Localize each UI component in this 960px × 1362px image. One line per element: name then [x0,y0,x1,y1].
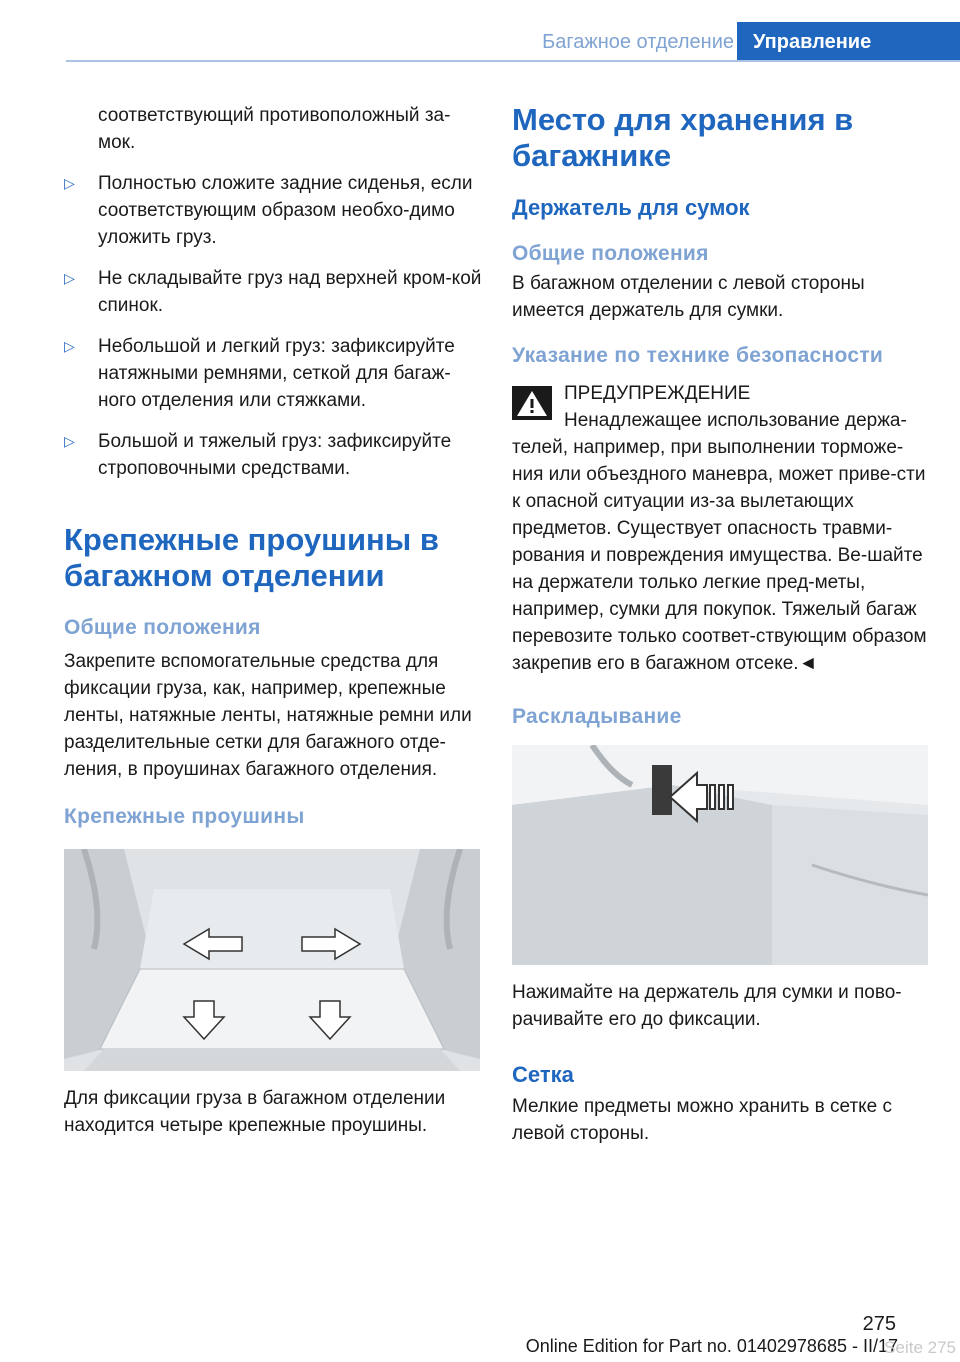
triangle-bullet-icon: ▷ [64,433,75,449]
list-item [64,265,482,319]
subheading-safety: Указание по технике безопасности [512,344,884,367]
warning-block [512,380,930,677]
bag-holder-general-text: В багажном отделении с левой стороны имеется держатель для сумки. [512,273,865,321]
subheading-general: Общие положения [64,616,261,639]
watermark: Seite 275 [884,1338,956,1357]
header-divider [66,60,960,62]
left-column [64,96,482,1139]
list-item [64,428,482,482]
warning-label: ПРЕДУПРЕЖДЕНИЕ [564,383,751,404]
edition-note: Online Edition for Part no. 01402978685 - II/17 [525,1336,898,1356]
general-text: Закрепите вспомогательные средства для фиксации груза, как, например, крепежные ленты, натяжные ленты, натяжные ремни или разделительные сетки для багажного отде-ления, в проушинах багажного отделения. [64,651,472,780]
triangle-bullet-icon: ▷ [64,270,75,286]
warning-triangle-icon [512,386,552,420]
header-chapter-tab: Управление [737,22,960,62]
subheading-unfold: Раскладывание [512,705,682,728]
list-item-text: Не складывайте груз над верхней кром-кой спинок. [98,268,482,316]
list-item [64,170,482,251]
subheading-bag-holder: Держатель для сумок [512,195,750,220]
subheading-general-right: Общие положения [512,242,709,265]
section-title-eyelets: Крепежные проушины в багажном отделении [64,522,439,593]
trunk-eyelets-illustration [64,849,480,1071]
list-item-text: Небольшой и легкий груз: зафиксируйте натяжными ремнями, сеткой для багаж-ного отделения или стяжками. [98,336,455,411]
list-item-text: Большой и тяжелый груз: зафиксируйте строповочными средствами. [98,431,452,479]
right-column [512,96,930,1147]
list-item [64,333,482,414]
subheading-eyelets: Крепежные проушины [64,805,305,828]
bag-holder-illustration [512,745,928,965]
net-text: Мелкие предметы можно хранить в сетке с левой стороны. [512,1096,893,1144]
subheading-net: Сетка [512,1062,574,1087]
section-title-storage: Место для хранения в багажнике [512,102,854,173]
eyelets-caption: Для фиксации груза в багажном отделении находится четыре крепежные проушины. [64,1088,446,1136]
triangle-bullet-icon: ▷ [64,175,75,191]
header-section-title: Багажное отделение [542,31,734,53]
list-item-text: Полностью сложите задние сиденья, если соответствующим образом необхо-димо уложить груз. [98,173,473,248]
warning-text: Ненадлежащее использование держа-телей, например, при выполнении торможе-ния или объездного маневра, может приве-сти к опасной ситуации из-за вылетающих предметов. Существует опасность травми-рования и повреждения имущества. Ве-шайте на держатели только легкие пред-меты, например, сумки для покупок. Тяжелый багаж перевозите только соответ-ствующим образом закрепив его в багажном отсеке.◄ [512,410,927,674]
page-header [66,0,960,62]
page-number: 275 [862,1313,896,1335]
triangle-bullet-icon: ▷ [64,338,75,354]
unfold-caption: Нажимайте на держатель для сумки и пово-рачивайте его до фиксации. [512,982,902,1030]
continued-text: соответствующий противоположный за-мок. [98,105,451,153]
